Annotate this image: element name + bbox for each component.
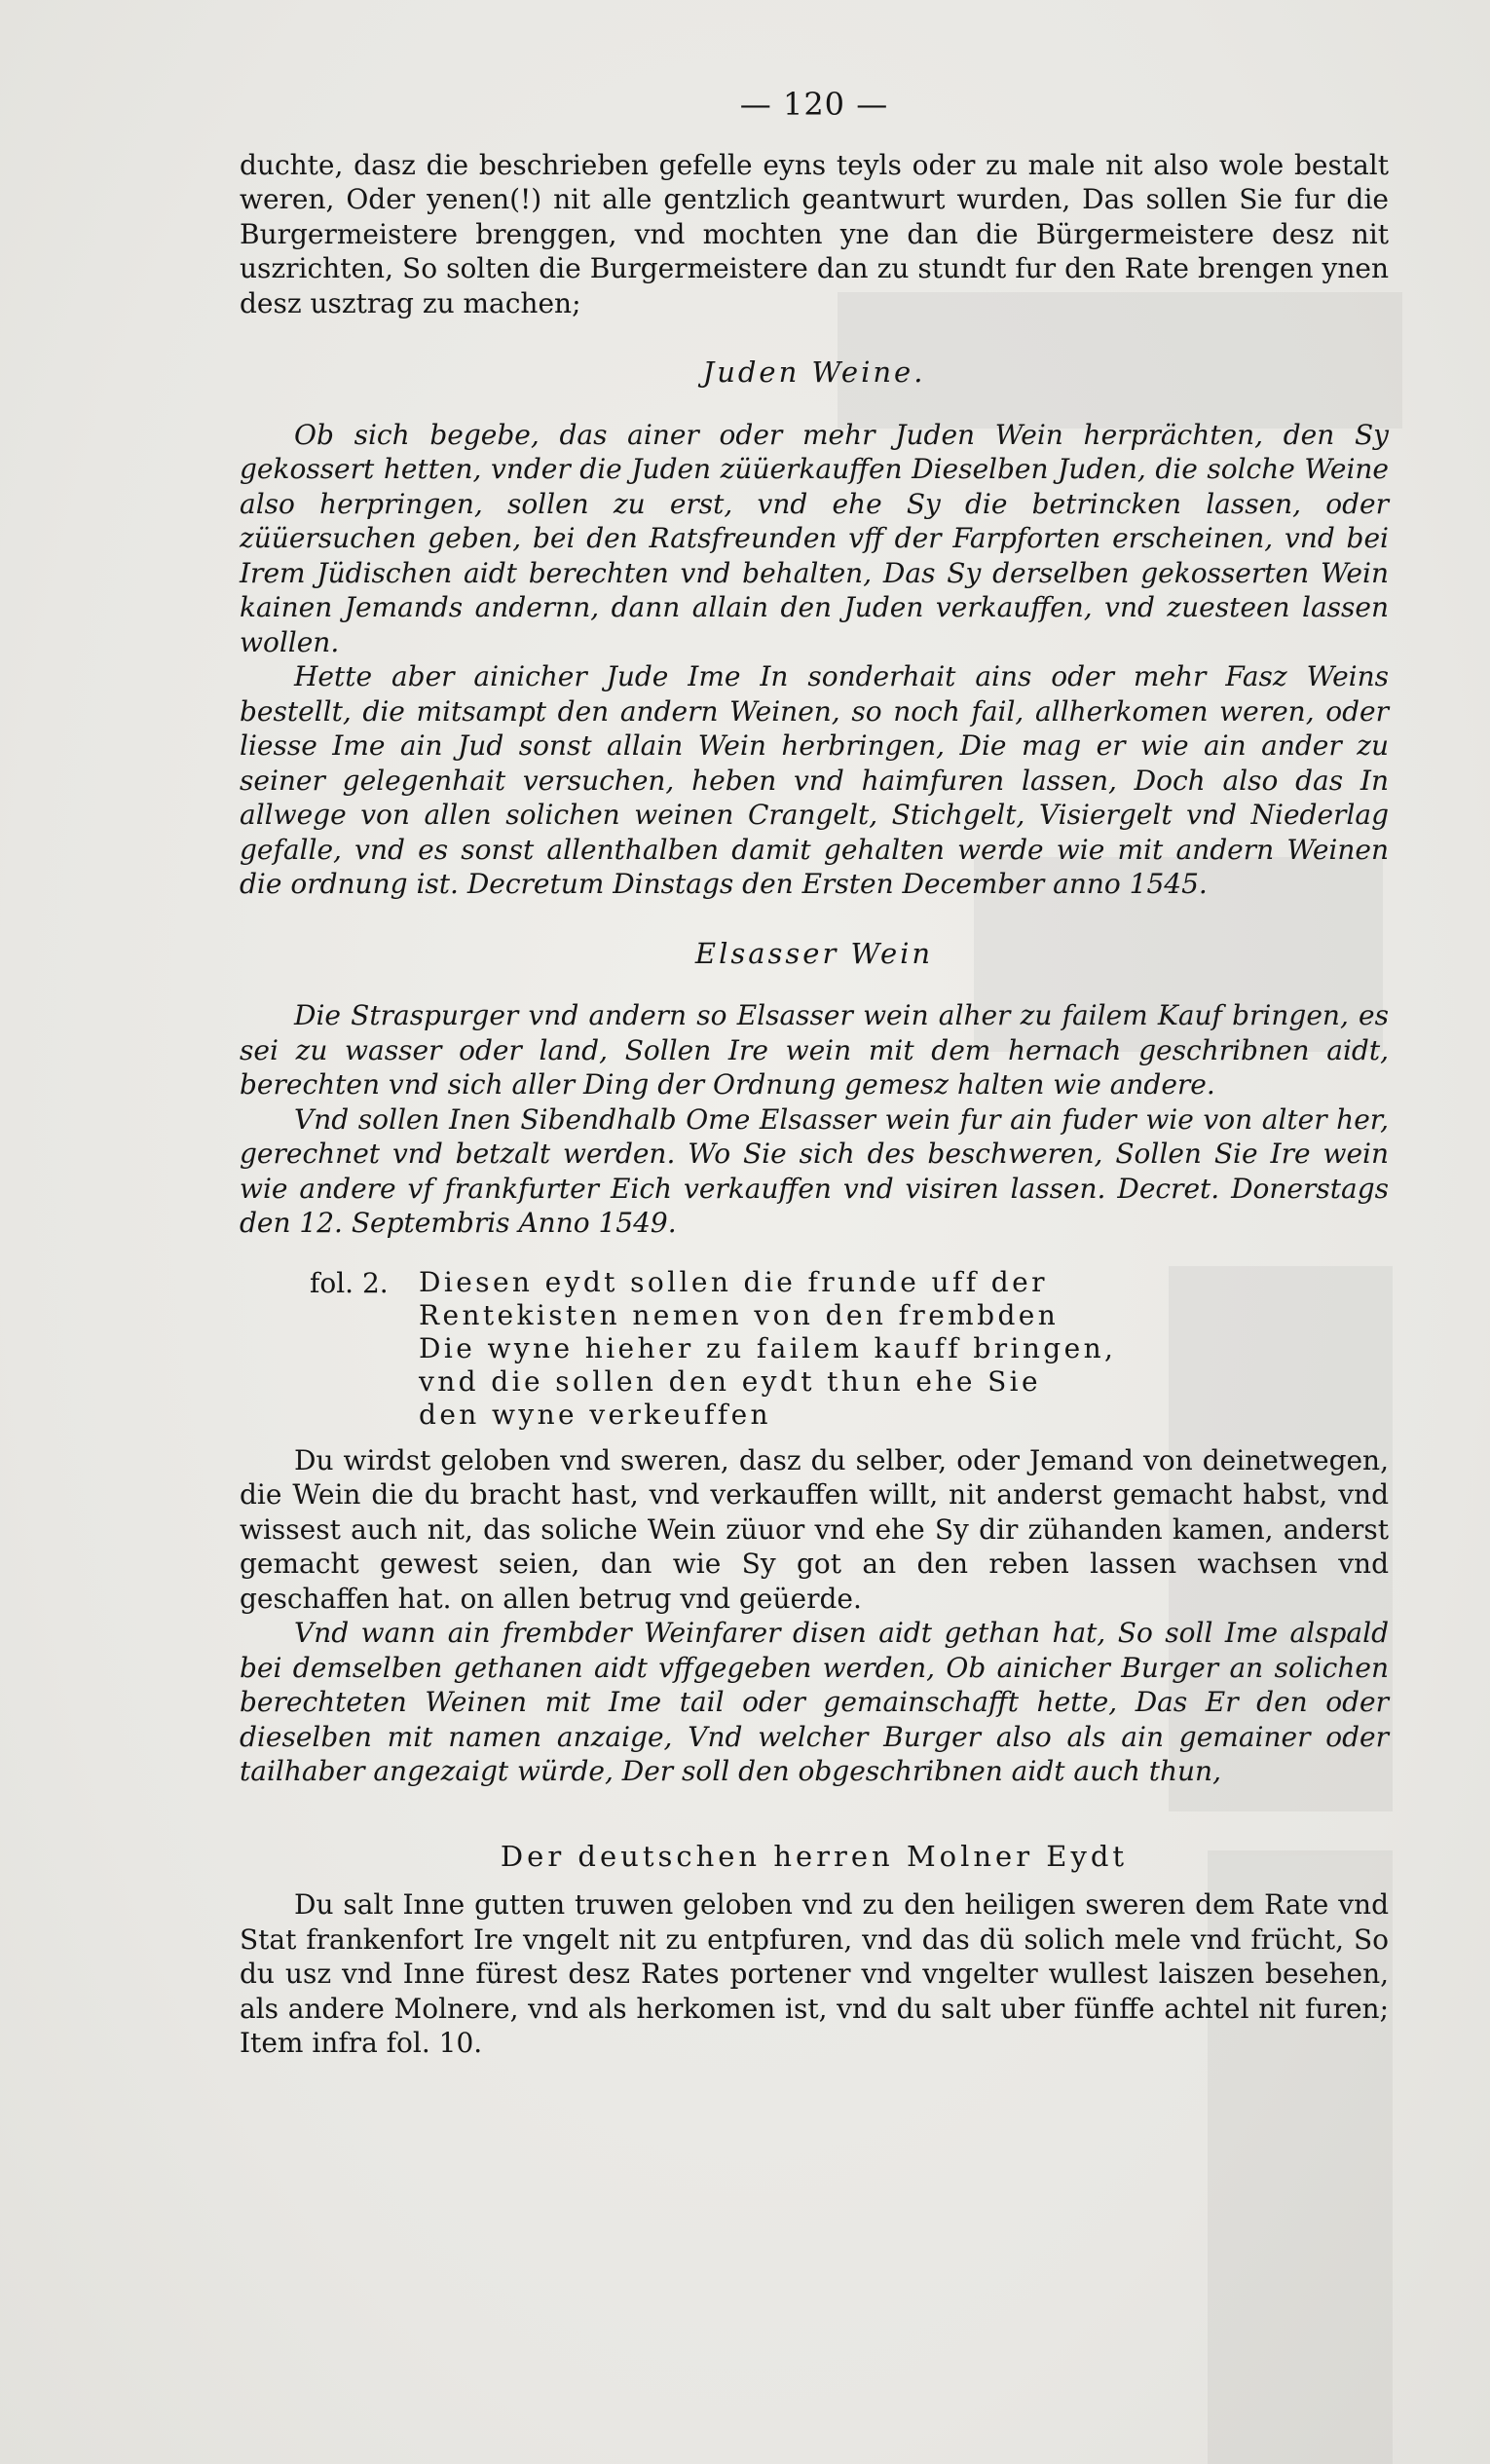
paragraph-intro: duchte, dasz die beschrieben gefelle eyns teyls oder zu male nit also wole bestalt weren, Oder yenen(!) nit alle gentzlich geantwurt wurden, Das sollen Sie fur die Burgermeistere brenggen, vnd mochten yne dan die Bürgermeistere desz nit uszrichten, So solten die Burgermeistere dan zu stundt fur den Rate brengen ynen desz usztrag zu machen; (240, 148, 1389, 319)
paragraph-oath-text: Du wirdst geloben vnd sweren, dasz du selber, oder Jemand von deinetwegen, die Wein die du bracht hast, vnd verkauffen willt, nit anderst gemacht habst, vnd wissest auch nit, das soliche Wein züuor vnd ehe Sy dir zühanden kamen, anderst gemacht gewest seien, dan wie Sy got an den reben lassen wachsen vnd geschaffen hat. on allen betrug vnd geüerde. (240, 1443, 1389, 1615)
heading-juden-weine: Juden Weine. (702, 355, 926, 389)
page-content (240, 88, 1389, 2061)
oath-heading-line: Die wyne hieher zu failem kauff bringen, (419, 1331, 1117, 1364)
paragraph-elsasser-2: Vnd sollen Inen Sibendhalb Ome Elsasser wein fur ain fuder wie von alter her, gerechnet vnd betzalt werden. Wo Sie sich des beschweren, Sollen Sie Ire wein wie andere vf frankfurter Eich verkauffen vnd visiren lassen. Decret. Donerstags den 12. Septembris Anno 1549. (240, 1102, 1389, 1239)
oath-heading-line: den wyne verkeuffen (419, 1398, 771, 1431)
oath-heading-line: vnd die sollen den eydt thun ehe Sie (419, 1364, 1041, 1398)
folio-reference: fol. 2. (310, 1266, 389, 1299)
oath-heading-block (240, 1266, 1389, 1432)
heading-elsasser-wein: Elsasser Wein (694, 936, 934, 970)
paragraph-molner: Du salt Inne gutten truwen geloben vnd zu den heiligen sweren dem Rate vnd Stat frankenfort Ire vngelt nit zu entpfuren, vnd das dü solich mele vnd frücht, So du usz vnd Inne fürest desz Rates portener vnd vngelter wullest laiszen besehen, als andere Molnere, vnd als herkomen ist, vnd du salt uber fünffe achtel nit furen; Item infra fol. 10. (240, 1888, 1389, 2059)
paragraph-elsasser-1: Die Straspurger vnd andern so Elsasser wein alher zu failem Kauf bringen, es sei zu wasser oder land, Sollen Ire wein mit dem hernach geschribnen aidt, berechten vnd sich aller Ding der Ordnung gemesz halten wie andere. (240, 999, 1389, 1101)
paragraph-juden-2: Hette aber ainicher Jude Ime In sonderhait ains oder mehr Fasz Weins bestellt, die mitsampt den andern Weinen, so noch fail, allherkomen weren, oder liesse Ime ain Jud sonst allain Wein herbringen, Die mag er wie ain ander zu seiner gelegenhait versuchen, heben vnd haimfuren lassen, Doch also das In allwege von allen solichen weinen Crangelt, Stichgelt, Visiergelt vnd Niederlag gefalle, vnd es sonst allenthalben damit gehalten werde wie mit andern Weinen die ordnung ist. Decretum Dinstags den Ersten December anno 1545. (240, 660, 1389, 900)
page-number: — 120 — (739, 86, 889, 123)
heading-molner-eydt: Der deutschen herren Molner Eydt (500, 1839, 1129, 1873)
paragraph-oath-addendum: Vnd wann ain frembder Weinfarer disen aidt gethan hat, So soll Ime alspald bei demselben gethanen aidt vffgegeben werden, Ob ainicher Burger an solichen berechteten Weinen mit Ime tail oder gemainschafft hette, Das Er den oder dieselben mit namen anzaige, Vnd welcher Burger also als ain gemainer oder tailhaber angezaigt würde, Der soll den obgeschribnen aidt auch thun, (240, 1617, 1389, 1787)
oath-heading-line: Rentekisten nemen von den frembden (419, 1298, 1060, 1331)
paragraph-juden-1: Ob sich begebe, das ainer oder mehr Juden Wein herprächten, den Sy gekossert hetten, vnder die Juden züüerkauffen Dieselben Juden, die solche Weine also herpringen, sollen zu erst, vnd ehe Sy die betrincken lassen, oder züüersuchen geben, bei den Ratsfreunden vff der Farpforten erscheinen, vnd bei Irem Jüdischen aidt berechten vnd behalten, Das Sy derselben gekosserten Wein kainen Jemands andernn, dann allain den Juden verkauffen, vnd zuesteen lassen wollen. (240, 418, 1389, 658)
oath-heading-lines (419, 1266, 1116, 1432)
oath-heading-line: Diesen eydt sollen die frunde uff der (419, 1265, 1048, 1298)
